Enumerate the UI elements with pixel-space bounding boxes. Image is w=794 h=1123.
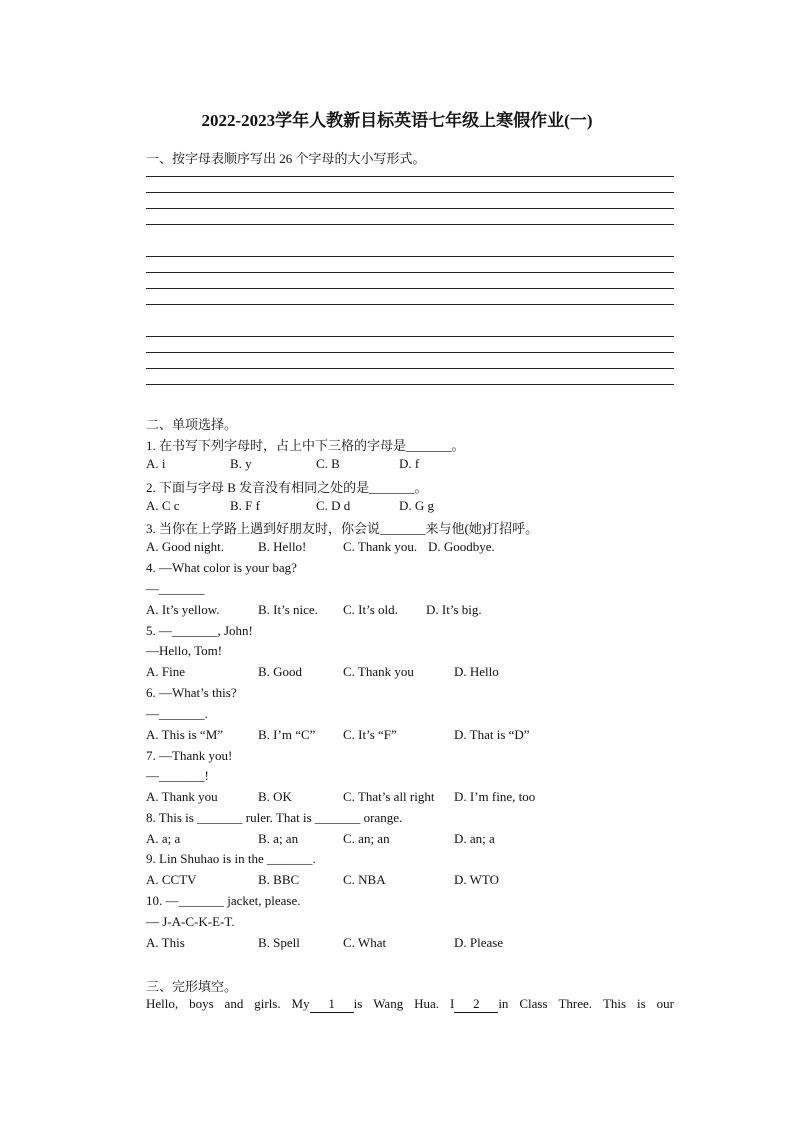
option-d[interactable]: D. f [399,456,420,471]
passage-word: is [353,996,363,1011]
writing-line[interactable] [146,368,674,369]
section3-heading: 三、完形填空。 [146,979,238,994]
option-c[interactable]: C. Thank you [343,664,414,679]
option-a[interactable]: A. Fine [146,664,185,679]
writing-line[interactable] [146,352,674,353]
passage-fragment [292,996,363,1013]
option-c[interactable]: C. That’s all right [343,789,435,804]
writing-line[interactable] [146,384,674,385]
question-options [146,456,706,472]
option-b[interactable]: B. Good [258,664,303,679]
option-d[interactable]: D. I’m fine, too [454,789,536,804]
passage-word: in [498,996,509,1011]
question-options [146,539,706,555]
question-options [146,935,706,951]
passage-word: Hello, [146,996,179,1011]
option-a[interactable]: A. CCTV [146,872,197,887]
writing-line[interactable] [146,256,674,257]
passage-word: girls. [254,996,281,1011]
option-c[interactable]: C. B [316,456,340,471]
option-a[interactable]: A. Good night. [146,539,224,554]
passage-word: I [449,996,455,1011]
option-b[interactable]: B. Spell [258,935,300,950]
passage-word: Wang [373,996,404,1011]
option-b[interactable]: B. y [230,456,252,471]
option-c[interactable]: C. It’s “F” [343,727,397,742]
option-d[interactable]: D. It’s big. [426,602,482,617]
question-stem: 1. 在书写下列字母时，占上中下三格的字母是_______。 [146,438,465,453]
option-d[interactable]: D. Goodbye. [428,539,495,554]
writing-line[interactable] [146,288,674,289]
writing-line[interactable] [146,272,674,273]
answer-line[interactable]: —_______! [146,768,209,783]
passage-word: boys [189,996,214,1011]
section1-heading: 一、按字母表顺序写出 26 个字母的大小写形式。 [146,151,426,166]
option-a[interactable]: A. This is “M” [146,727,224,742]
option-b[interactable]: B. F f [230,498,260,513]
option-b[interactable]: B. OK [258,789,292,804]
passage-fragment [450,996,508,1013]
option-b[interactable]: B. I’m “C” [258,727,316,742]
question-options [146,664,706,680]
writing-line[interactable] [146,304,674,305]
answer-line[interactable]: —_______ [146,581,205,596]
option-c[interactable]: C. NBA [343,872,386,887]
option-a[interactable]: A. C c [146,498,180,513]
question-stem: 4. —What color is your bag? [146,560,297,575]
question-stem: 7. —Thank you! [146,748,233,763]
writing-line[interactable] [146,192,674,193]
option-b[interactable]: B. Hello! [258,539,307,554]
option-c[interactable]: C. Thank you. [343,539,418,554]
question-options [146,789,706,805]
passage-word: is [636,996,646,1011]
page-title: 2022-2023学年人教新目标英语七年级上寒假作业(一) [201,111,593,130]
passage-word: This [602,996,627,1011]
section2-heading: 二、单项选择。 [146,417,238,432]
question-options [146,498,706,514]
writing-line[interactable] [146,224,674,225]
passage-word: My [291,996,310,1011]
question-stem: 5. —_______, John! [146,623,253,638]
option-c[interactable]: C. D d [316,498,351,513]
passage-word: Hua. [414,996,440,1011]
question-stem: 9. Lin Shuhao is in the _______. [146,851,316,866]
answer-line[interactable]: —_______. [146,706,208,721]
passage-word: Class [519,996,548,1011]
question-stem: 8. This is _______ ruler. That is _______ orange. [146,810,403,825]
question-options [146,872,706,888]
passage-word: Three. [558,996,593,1011]
option-b[interactable]: B. a; an [258,831,299,846]
option-a[interactable]: A. Thank you [146,789,218,804]
question-stem: 6. —What’s this? [146,685,237,700]
cloze-blank-2[interactable]: 2 [454,996,498,1013]
passage-word: and [224,996,244,1011]
option-b[interactable]: B. It’s nice. [258,602,318,617]
writing-line[interactable] [146,176,674,177]
option-c[interactable]: C. an; an [343,831,390,846]
writing-line[interactable] [146,208,674,209]
cloze-passage [146,996,674,1013]
option-d[interactable]: D. Please [454,935,504,950]
option-d[interactable]: D. G g [399,498,435,513]
question-stem: 2. 下面与字母 B 发音没有相同之处的是_______。 [146,480,428,495]
option-c[interactable]: C. What [343,935,387,950]
answer-line: — J-A-C-K-E-T. [146,914,235,929]
option-d[interactable]: D. WTO [454,872,500,887]
option-a[interactable]: A. It’s yellow. [146,602,220,617]
option-d[interactable]: D. That is “D” [454,727,530,742]
question-options [146,602,706,618]
writing-line[interactable] [146,336,674,337]
question-stem: 3. 当你在上学路上遇到好朋友时，你会说_______来与他(她)打招呼。 [146,521,539,536]
cloze-blank-1[interactable]: 1 [310,996,354,1013]
option-d[interactable]: D. an; a [454,831,495,846]
option-c[interactable]: C. It’s old. [343,602,398,617]
question-options [146,831,706,847]
answer-line: —Hello, Tom! [146,643,223,658]
question-options [146,727,706,743]
option-a[interactable]: A. This [146,935,185,950]
option-d[interactable]: D. Hello [454,664,499,679]
option-b[interactable]: B. BBC [258,872,300,887]
option-a[interactable]: A. i [146,456,166,471]
option-a[interactable]: A. a; a [146,831,181,846]
question-stem: 10. —_______ jacket, please. [146,893,301,908]
passage-word: our [656,996,674,1011]
